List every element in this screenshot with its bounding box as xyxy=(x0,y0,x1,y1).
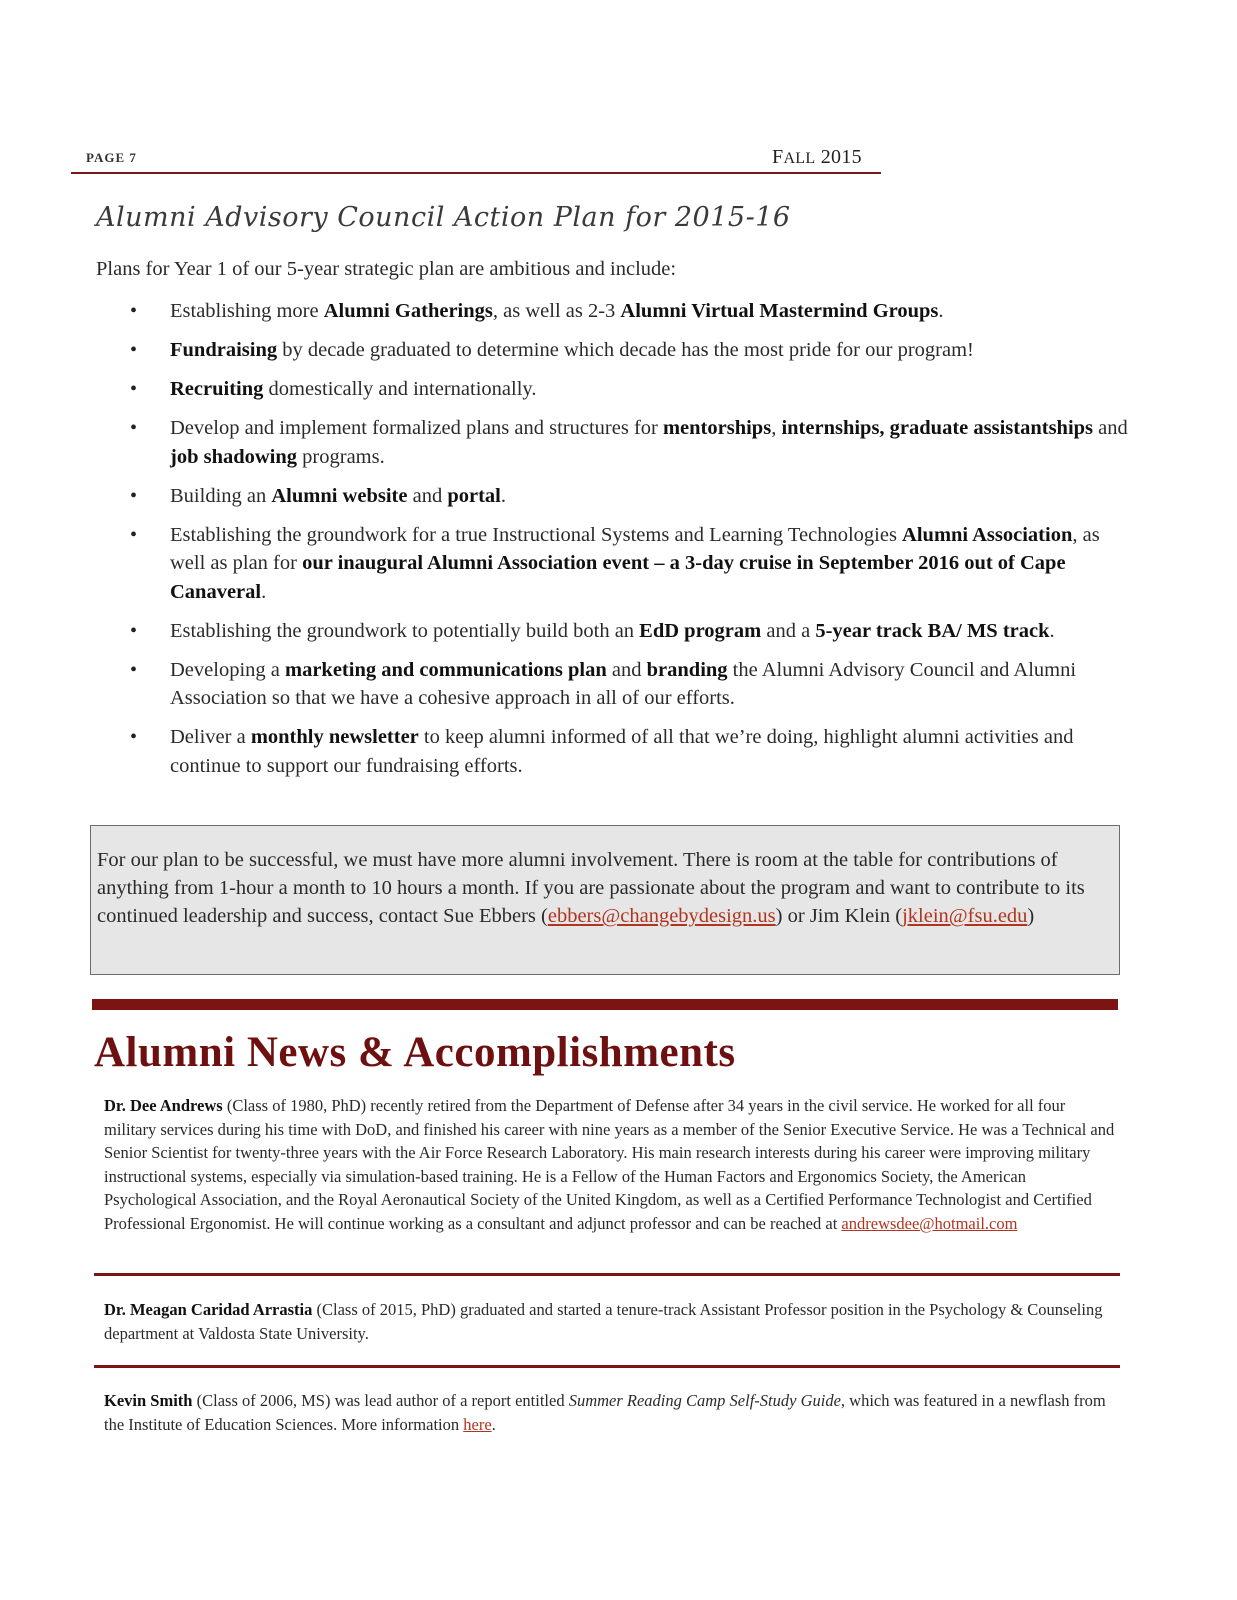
item-bold-text: portal xyxy=(447,484,501,507)
action-plan-intro: Plans for Year 1 of our 5-year strategic plan are ambitious and include: xyxy=(96,258,677,280)
action-plan-item xyxy=(96,656,1136,713)
news-text-end: . xyxy=(491,1414,496,1434)
callout-middle: ) or Jim Klein ( xyxy=(775,905,903,927)
action-plan-title: Alumni Advisory Council Action Plan for 2015-16 xyxy=(96,202,791,233)
action-plan-item xyxy=(96,375,1136,404)
page-number: PAGE 7 xyxy=(86,150,137,165)
item-bold-text: Fundraising xyxy=(170,339,278,361)
item-bold-text: EdD program xyxy=(639,619,762,642)
item-bold-text: Alumni Association xyxy=(902,523,1073,546)
more-info-link[interactable]: here xyxy=(463,1414,492,1434)
item-text: . xyxy=(500,484,506,507)
item-bold-text: branding xyxy=(646,658,728,681)
item-bold-text: mentorships xyxy=(662,417,772,439)
news-item-smith xyxy=(104,1389,1119,1436)
item-text: and xyxy=(606,658,647,681)
item-bold-text: job shadowing xyxy=(170,445,298,468)
item-bold-text: internships, graduate assistantships xyxy=(781,417,1094,439)
item-text: domestically and internationally. xyxy=(263,378,537,400)
item-text: , as well as 2-3 xyxy=(492,300,621,322)
action-plan-item xyxy=(96,521,1136,607)
news-item-arrastia xyxy=(104,1298,1119,1345)
news-divider xyxy=(94,1273,1120,1276)
action-plan-item xyxy=(96,414,1136,471)
item-text: Establishing the groundwork for a true Instructional Systems and Learning Technologies xyxy=(170,523,903,546)
action-plan-item xyxy=(96,723,1136,780)
item-bold-text: Alumni Virtual Mastermind Groups xyxy=(620,300,939,322)
item-text: , as well as plan for xyxy=(170,523,1100,574)
action-plan-item xyxy=(96,482,1136,511)
item-text: and xyxy=(407,484,448,507)
callout-text: For our plan to be successful, we must have more alumni involvement. There is room at the table for contributions of anything from 1-hour a month to 10 hours a month. If you are passionate about the program and want to contribute to its continued leadership and success, contact Sue Ebbers ( xyxy=(97,849,1085,927)
item-bold-text: marketing and communications plan xyxy=(285,658,607,681)
email-link-andrews[interactable]: andrewsdee@hotmail.com xyxy=(841,1213,1018,1233)
news-divider xyxy=(94,1365,1120,1368)
action-plan-list xyxy=(96,297,1136,791)
item-text: to keep alumni informed of all that we’re doing, highlight alumni activities and continue to support our fundraising efforts. xyxy=(170,726,1074,777)
item-bold-text: Alumni Gatherings xyxy=(323,300,493,322)
news-name: Kevin Smith xyxy=(104,1391,193,1410)
news-text: (Class of 2006, MS) was lead author of a report entitled xyxy=(192,1391,569,1410)
item-text: and xyxy=(1093,417,1128,439)
news-text: (Class of 1980, PhD) recently retired from the Department of Defense after 34 years in the civil service. He worked for all four military services during his time with DoD, and finished his career with nine years as a member of the Senior Executive Service. He was a Technical and Senior Scientist for twenty-three years with the Air Force Research Laboratory. His main research interests during his career were improving military instructional systems, especially via simulation-based training. He is a Fellow of the Human Factors and Ergonomics Society, the American Psychological Association, and the Royal Aeronautical Society of the United Kingdom, as well as a Certified Performance Technologist and Certified Professional Ergonomist. He will continue working as a consultant and adjunct professor and can be reached at xyxy=(104,1096,1115,1233)
news-text: , which was featured in a newflash from the Institute of Education Sciences. More information xyxy=(104,1391,1106,1434)
callout-end: ) xyxy=(1027,905,1035,927)
item-text: Developing a xyxy=(170,658,285,681)
item-text: programs. xyxy=(297,445,385,468)
item-bold-text: Recruiting xyxy=(170,378,264,400)
action-plan-item xyxy=(96,617,1136,646)
item-text: the Alumni Advisory Council and Alumni Association so that we have a cohesive approach in all of our efforts. xyxy=(170,658,1077,709)
item-bold-text: monthly newsletter xyxy=(250,726,419,748)
email-link-klein[interactable]: jklein@fsu.edu xyxy=(902,905,1028,927)
item-bold-text: Alumni website xyxy=(271,484,408,507)
issue-label: FALL 2015 xyxy=(772,146,862,168)
news-item-andrews xyxy=(104,1094,1119,1235)
item-text: Establishing the groundwork to potentially build both an xyxy=(170,619,640,642)
news-title: Alumni News & Accomplishments xyxy=(94,1029,736,1076)
item-text: Building an xyxy=(170,484,272,507)
item-text: and a xyxy=(761,619,816,642)
involvement-callout xyxy=(90,825,1120,975)
item-text: Establishing more xyxy=(170,300,324,322)
item-text: , xyxy=(771,417,782,439)
header-rule xyxy=(71,172,881,174)
report-title: Summer Reading Camp Self-Study Guide xyxy=(568,1391,841,1410)
item-text: . xyxy=(261,580,267,603)
item-text: Develop and implement formalized plans and structures for xyxy=(170,417,663,439)
item-text: . xyxy=(938,300,944,322)
item-bold-text: 5-year track BA/ MS track xyxy=(815,619,1050,642)
item-text: . xyxy=(1049,619,1055,642)
item-text: by decade graduated to determine which decade has the most pride for our program! xyxy=(277,339,974,361)
news-name: Dr. Meagan Caridad Arrastia xyxy=(104,1300,313,1319)
news-name: Dr. Dee Andrews xyxy=(104,1096,223,1115)
action-plan-item xyxy=(96,336,1136,365)
item-text: Deliver a xyxy=(170,726,251,748)
item-bold-text: our inaugural Alumni Association event – a 3-day cruise in September 2016 out of Cape Canaveral xyxy=(170,552,1066,603)
email-link-ebbers[interactable]: ebbers@changebydesign.us xyxy=(547,905,776,927)
action-plan-item xyxy=(96,297,1136,326)
news-text: (Class of 2015, PhD) graduated and started a tenure-track Assistant Professor position in the Psychology & Counseling department at Valdosta State University. xyxy=(104,1300,1103,1343)
section-divider-bar xyxy=(92,999,1118,1010)
